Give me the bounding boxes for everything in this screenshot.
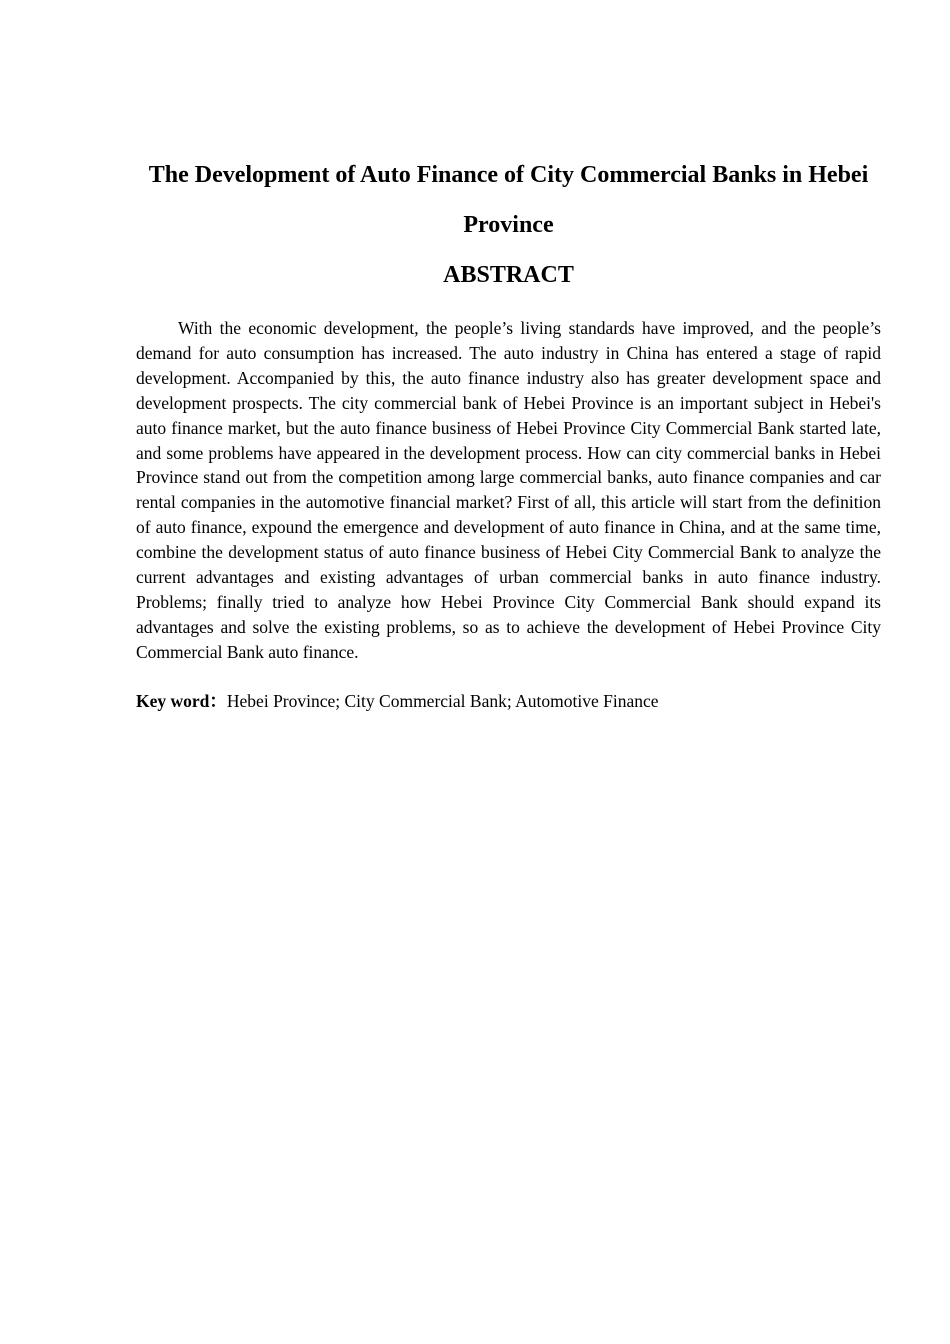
keywords-line: [136, 689, 881, 714]
keywords-label: Key word：: [136, 690, 227, 711]
keywords-text: Hebei Province; City Commercial Bank; Automotive Finance: [226, 690, 659, 711]
abstract-paragraph: With the economic development, the people’s living standards have improved, and the people’s demand for auto consumption has increased. The auto industry in China has entered a stage of rapid development. Accompanied by this, the auto finance industry also has greater development space and development prospects. The city commercial bank of Hebei Province is an important subject in Hebei's auto finance market, but the auto finance business of Hebei Province City Commercial Bank started late, and some problems have appeared in the development process. How can city commercial banks in Hebei Province stand out from the competition among large commercial banks, auto finance companies and car rental companies in the automotive financial market? First of all, this article will start from the definition of auto finance, expound the emergence and development of auto finance in China, and at the same time, combine the development status of auto finance business of Hebei City Commercial Bank to analyze the current advantages and existing advantages of urban commercial banks in auto finance industry. Problems; finally tried to analyze how Hebei Province City Commercial Bank should expand its advantages and solve the existing problems, so as to achieve the development of Hebei Province City Commercial Bank auto finance.: [136, 318, 881, 662]
page-content: [136, 150, 881, 714]
abstract-heading: ABSTRACT: [443, 262, 574, 288]
document-title: The Development of Auto Finance of City Commercial Banks in Hebei Province: [148, 162, 869, 238]
